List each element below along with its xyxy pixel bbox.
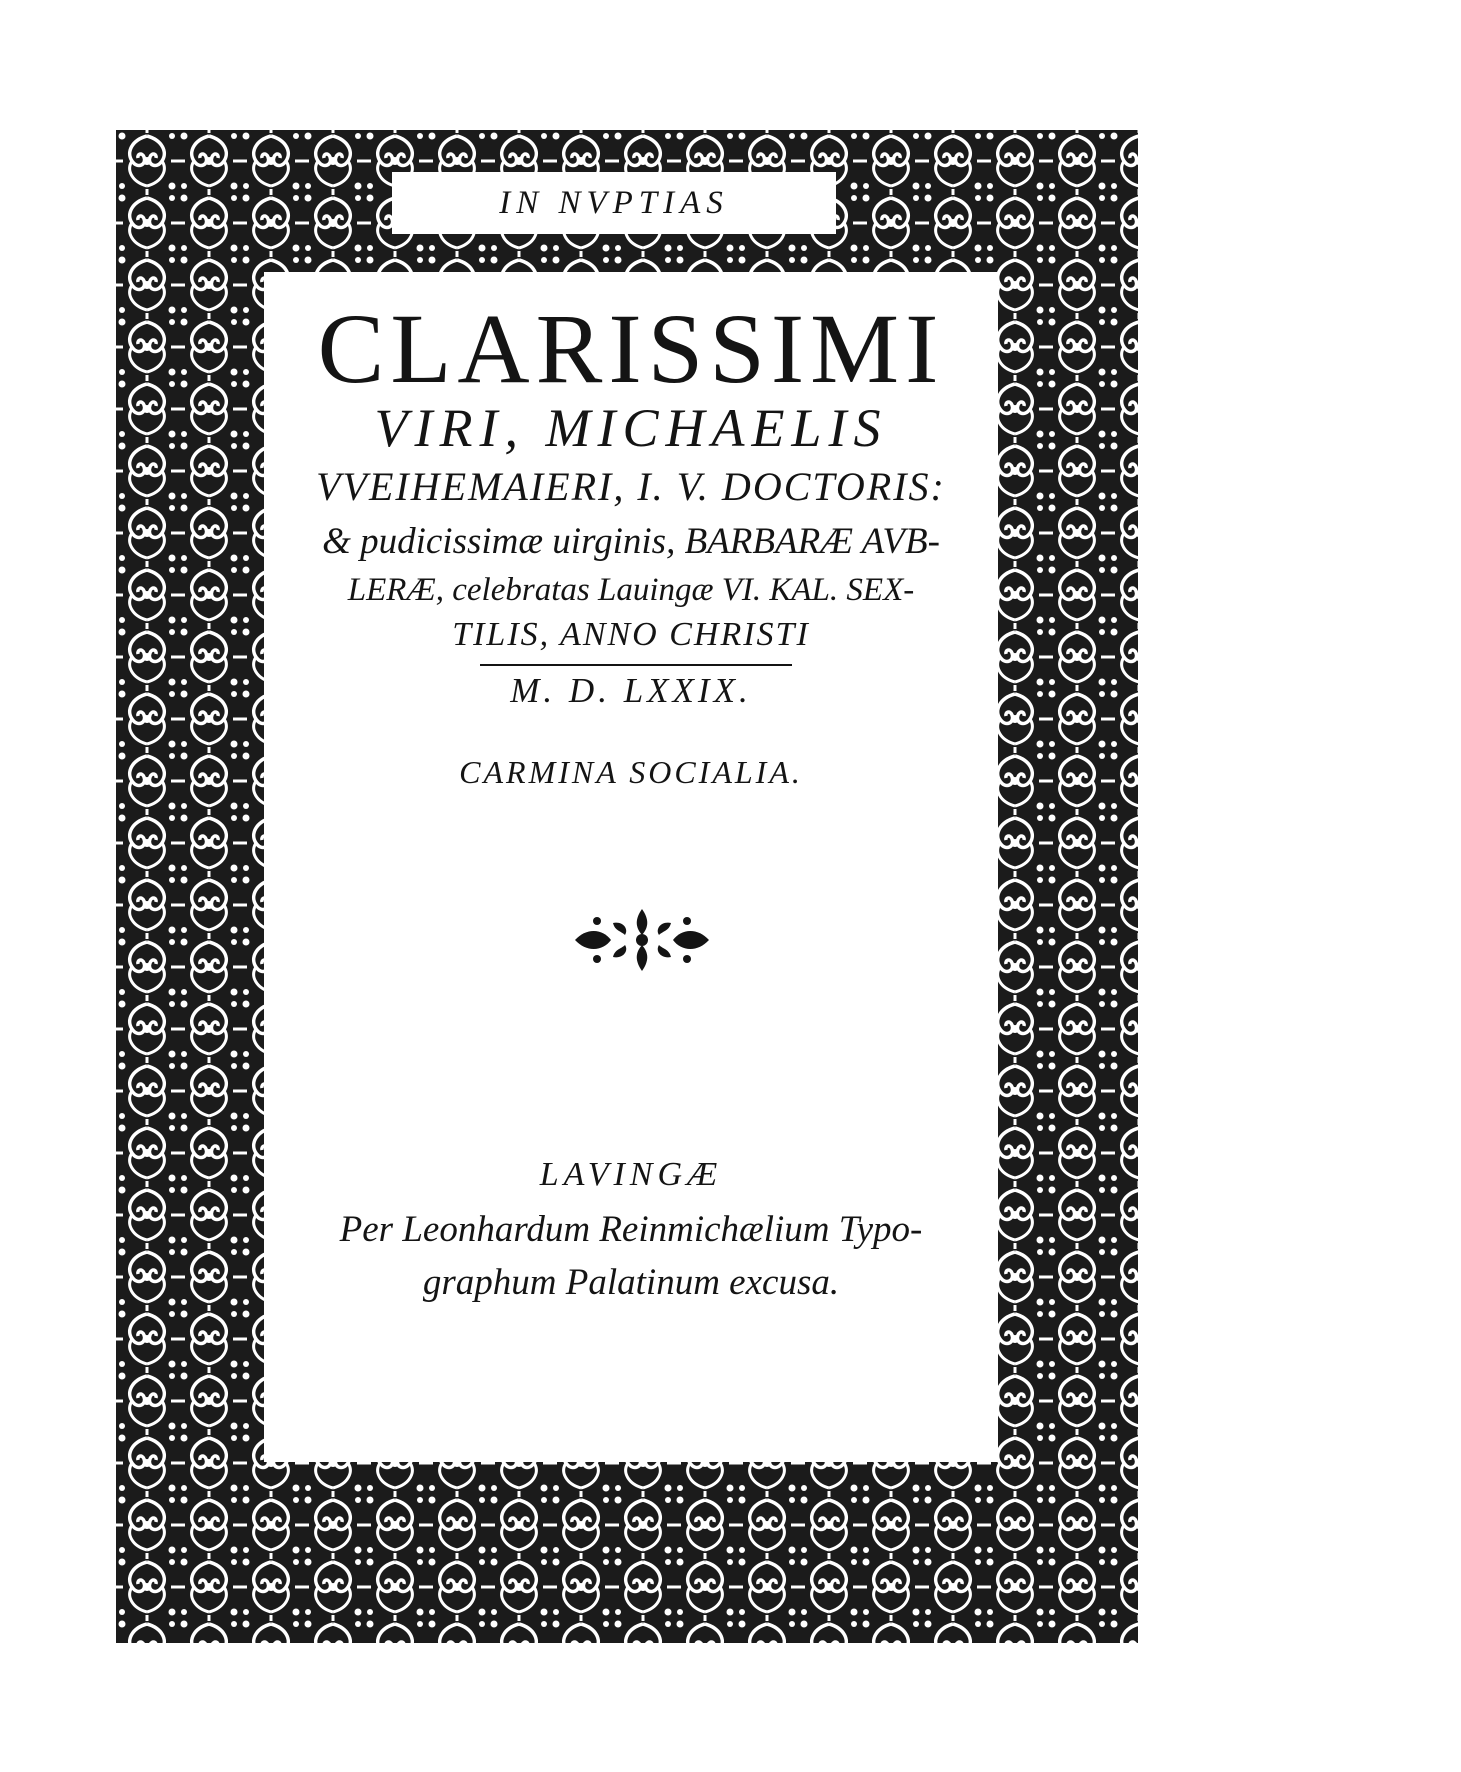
title-rule <box>480 664 792 666</box>
title-line-5: LERÆ, celebratas Lauingæ VI. KAL. SEX- <box>347 572 915 608</box>
imprint-line-2: graphum Palatinum excusa. <box>422 1262 840 1303</box>
fleuron-ornament <box>567 905 717 975</box>
imprint-line-1: Per Leonhardum Reinmichælium Typo- <box>339 1209 923 1250</box>
title-line-1: CLARISSIMI <box>317 293 945 404</box>
title-panel <box>264 272 998 1462</box>
imprint-place: LAVINGÆ <box>539 1156 723 1193</box>
header-label: IN NVPTIAS <box>392 172 836 234</box>
title-line-2: VIRI, MICHAELIS <box>374 398 888 458</box>
title-line-6: TILIS, ANNO CHRISTI <box>452 616 810 653</box>
title-year: M. D. LXXIX. <box>510 671 752 710</box>
title-line-4: & pudicissimæ uirginis, BARBARÆ AVB- <box>322 521 940 562</box>
title-line-3: VVEIHEMAIERI, I. V. DOCTORIS: <box>316 464 946 509</box>
subtitle: CARMINA SOCIALIA. <box>459 754 803 790</box>
